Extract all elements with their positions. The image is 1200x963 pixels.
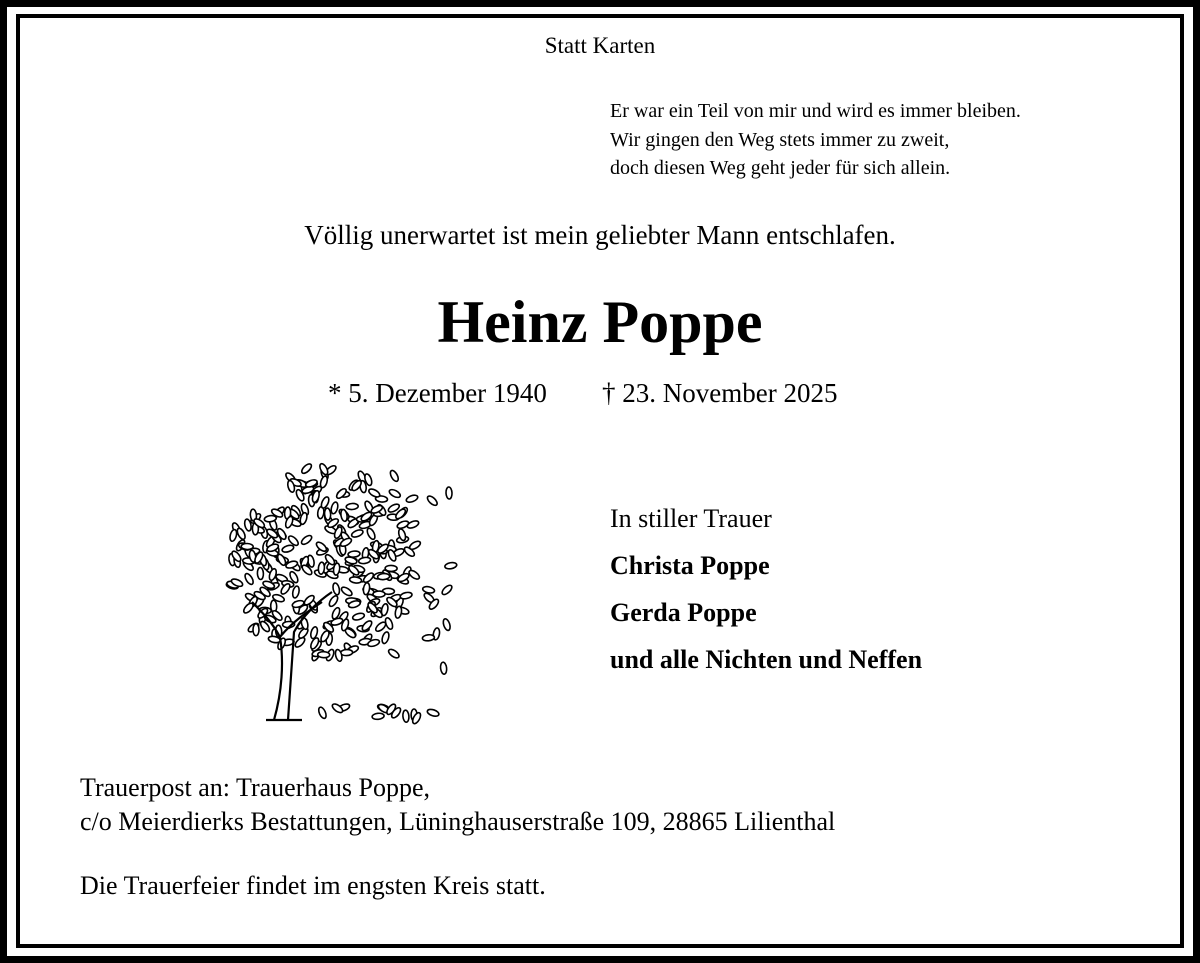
leaf [328,594,340,607]
leaf [442,618,451,631]
leaf [292,585,301,598]
mourner-name: Gerda Poppe [610,598,757,627]
intro-text: Völlig unerwartet ist mein geliebter Mann entschlafen. [304,220,896,250]
leaf [422,586,435,594]
poem-line: Wir gingen den Weg stets immer zu zweit, [610,129,950,151]
leaf [374,620,387,632]
leaf [257,567,264,579]
leaf [426,494,439,507]
leaf [373,591,385,597]
leaf [281,544,294,553]
mourner-name: Christa Poppe [610,551,770,580]
leaf [318,462,329,475]
leaf [441,584,454,597]
leaf [387,648,400,660]
leaf [317,706,327,719]
leaf [362,571,375,583]
poem-line: doch diesen Weg geht jeder für sich allein. [610,157,951,179]
leaf [368,487,381,498]
mourner-name: und alle Nichten und Neffen [610,645,923,674]
ceremony-text: Die Trauerfeier findet im engsten Kreis statt. [80,871,546,900]
leaf [361,619,374,632]
leaf [446,487,453,499]
leaf [253,624,259,636]
leaf [324,508,331,520]
leaf [426,708,439,717]
mourners-heading: In stiller Trauer [610,504,772,533]
header-text: Statt Karten [544,33,656,58]
leaf [241,543,253,549]
leaf [279,582,291,595]
death-date: † 23. November 2025 [602,378,838,408]
leaf [422,634,435,641]
leaf [319,475,328,488]
leaf [366,527,377,540]
leaf [385,565,397,571]
leaf [408,540,421,551]
leaf [300,462,313,475]
leaf [318,651,330,657]
leaf [352,612,365,621]
leaf [408,569,421,581]
leaf [330,501,339,514]
leaf [332,582,341,595]
leaf [358,557,371,565]
leaf [276,553,287,566]
deceased-name: Heinz Poppe [437,289,763,355]
leaf [335,487,348,500]
leaf [346,503,358,510]
leaf [331,702,344,714]
leaf [402,710,409,722]
leaf [300,534,313,546]
leaf [389,469,400,482]
leaf [318,562,325,574]
poem-line: Er war ein Teil von mir und wird es immer bleiben. [610,100,1021,122]
tree-illustration [222,452,462,732]
leaf [243,572,254,585]
address-line: Trauerpost an: Trauerhaus Poppe, [80,773,431,802]
leaf [229,529,238,542]
leaf [400,591,413,600]
address-line: c/o Meierdierks Bestattungen, Lüninghauserstraße 109, 28865 Lilienthal [80,807,836,836]
leaf [340,586,353,598]
birth-date: * 5. Dezember 1940 [328,378,547,408]
leaf [236,527,247,540]
leaf [377,573,389,580]
leaf [320,496,331,509]
leaf [444,562,457,570]
leaf [406,519,419,529]
leaf [440,662,447,675]
leaf [351,528,364,538]
leaf [381,631,390,644]
leaf [405,494,418,504]
leaf [372,713,385,720]
leaf [388,488,401,499]
leaf [340,509,348,522]
